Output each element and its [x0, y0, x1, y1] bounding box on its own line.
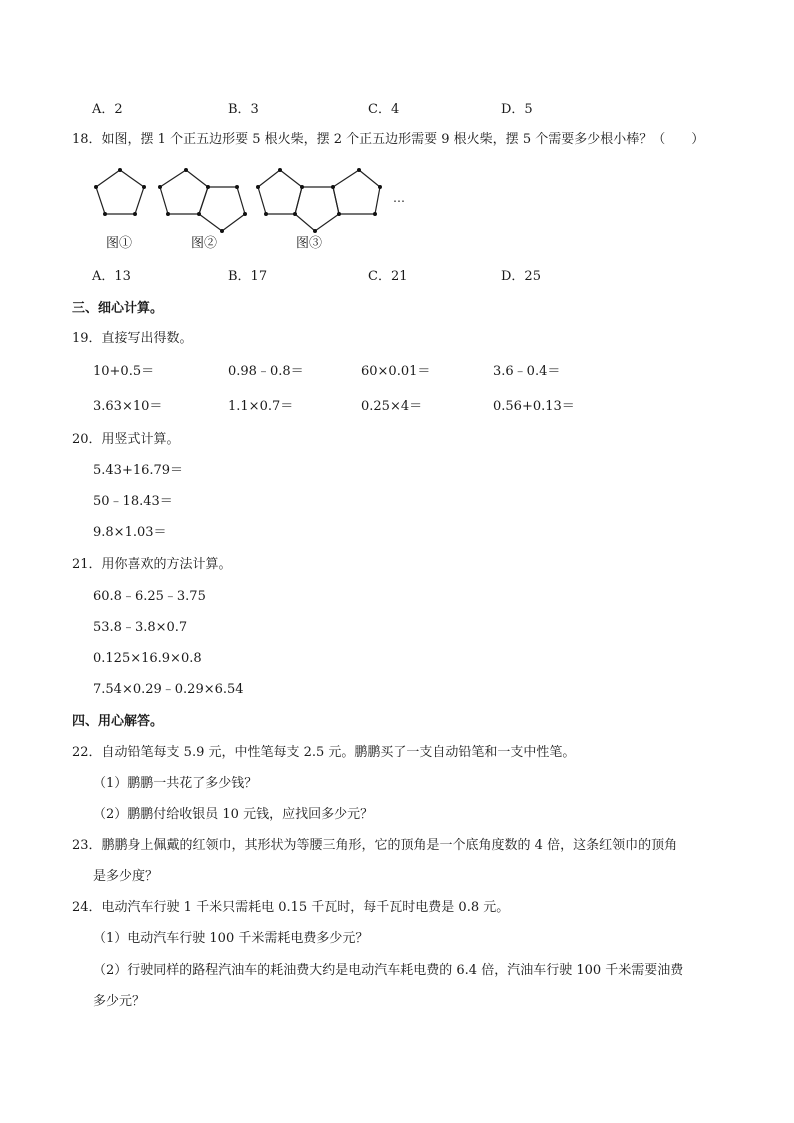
q24-sub2a: （2）行驶同样的路程汽油车的耗油费大约是电动汽车耗电费的 6.4 倍，汽油车行驶 100 千米需要油费 — [93, 963, 684, 978]
q19-item: 3.6﹣0.4＝ — [493, 364, 561, 379]
q19-item: 3.63×10＝ — [93, 399, 163, 414]
q18-option-d: D．25 — [501, 269, 541, 284]
figure-caption-3: 图③ — [296, 236, 323, 251]
q21-item: 0.125×16.9×0.8 — [93, 651, 202, 666]
q21-stem: 21．用你喜欢的方法计算。 — [72, 557, 232, 572]
q18-stem: 18．如图，摆 1 个正五边形要 5 根火柴，摆 2 个正五边形需要 9 根火柴，摆 5 个需要多少根小棒？（ ） — [72, 132, 705, 147]
q24-sub2b: 多少元？ — [93, 994, 146, 1009]
q18-option-b: B．17 — [228, 269, 268, 284]
q19-item: 1.1×0.7＝ — [228, 399, 294, 414]
q19-item: 10+0.5＝ — [93, 364, 155, 379]
q17-option-c: C．4 — [368, 102, 400, 117]
q20-item: 5.43+16.79＝ — [93, 463, 184, 478]
section-4-title: 四、用心解答。 — [72, 714, 164, 729]
q20-stem: 20．用竖式计算。 — [72, 432, 180, 447]
q19-item: 0.56+0.13＝ — [493, 399, 575, 414]
q21-item: 7.54×0.29﹣0.29×6.54 — [93, 682, 244, 697]
q19-item: 60×0.01＝ — [361, 364, 431, 379]
q18-option-a: A．13 — [92, 269, 131, 284]
q18-option-c: C．21 — [368, 269, 408, 284]
q21-item: 53.8﹣3.8×0.7 — [93, 620, 188, 635]
figure-caption-1: 图① — [106, 236, 133, 251]
q17-option-d: D．5 — [501, 102, 533, 117]
pentagon-fig2-b — [199, 187, 245, 231]
section-3-title: 三、细心计算。 — [72, 301, 164, 316]
pentagon-fig3-c — [333, 170, 380, 214]
q17-option-b: B．3 — [228, 102, 259, 117]
q23-line1: 23．鹏鹏身上佩戴的红领巾，其形状为等腰三角形，它的顶角是一个底角度数的 4 倍，这条红领巾的顶角 — [72, 838, 678, 853]
q22-sub1: （1）鹏鹏一共花了多少钱？ — [93, 776, 258, 791]
q20-item: 9.8×1.03＝ — [93, 525, 167, 540]
ellipsis: … — [393, 191, 405, 205]
pentagon-figure — [88, 160, 418, 260]
q24-sub1: （1）电动汽车行驶 100 千米需耗电费多少元？ — [93, 931, 369, 946]
pentagon-fig3-a — [258, 170, 302, 214]
q22-stem: 22．自动铅笔每支 5.9 元，中性笔每支 2.5 元。鹏鹏买了一支自动铅笔和一支中性笔。 — [72, 745, 576, 760]
q21-item: 60.8﹣6.25﹣3.75 — [93, 589, 206, 604]
q24-stem: 24．电动汽车行驶 1 千米只需耗电 0.15 千瓦时，每千瓦时电费是 0.8 元。 — [72, 900, 510, 915]
q22-sub2: （2）鹏鹏付给收银员 10 元钱，应找回多少元？ — [93, 807, 374, 822]
q19-item: 0.25×4＝ — [361, 399, 423, 414]
pentagon-fig1 — [96, 170, 144, 214]
q19-stem: 19．直接写出得数。 — [72, 331, 193, 346]
q23-line2: 是多少度？ — [93, 869, 159, 884]
q20-item: 50﹣18.43＝ — [93, 494, 173, 509]
q17-option-a: A．2 — [92, 102, 123, 117]
pentagon-fig3-b — [295, 187, 339, 231]
figure-caption-2: 图② — [191, 236, 218, 251]
q19-item: 0.98﹣0.8＝ — [228, 364, 304, 379]
